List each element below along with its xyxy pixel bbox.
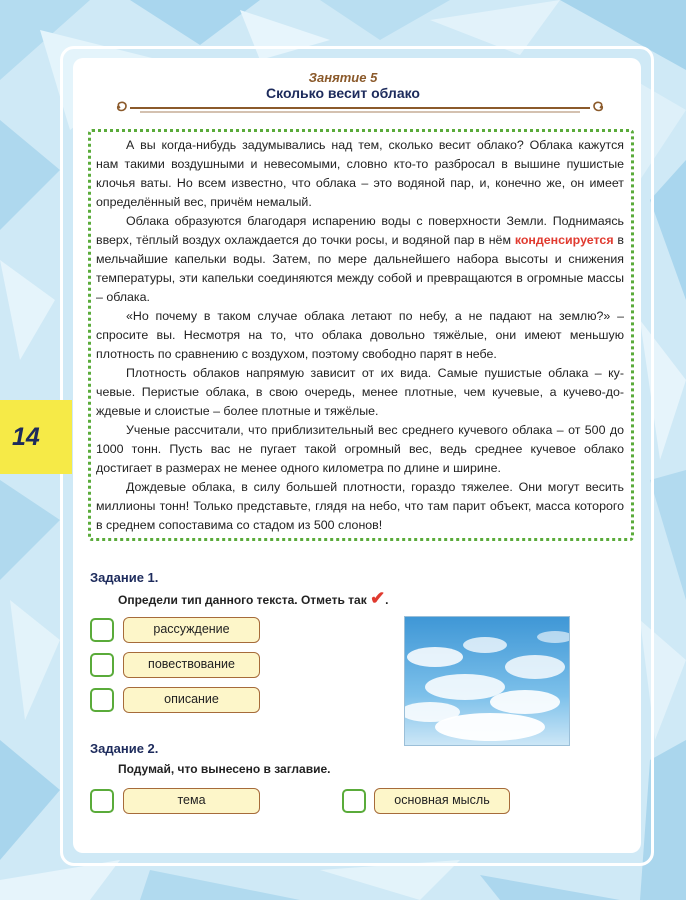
checkbox-narration[interactable]: [90, 653, 114, 677]
task-1-instruction: [118, 588, 389, 609]
checkbox-main-idea[interactable]: [342, 789, 366, 813]
highlighted-term: конденсируется: [514, 233, 614, 247]
checkbox-reasoning[interactable]: [90, 618, 114, 642]
paragraph-5: Ученые рассчитали, что приблизительный вес среднего кучевого облака – от 500 до 1000 тонн. Пусть вас не пугает такой огромный вес, ведь среднее кучевое облако достигает в размерах не менее одного километра по длине и ширине.: [96, 423, 624, 475]
task-2-instruction: Подумай, что вынесено в заглавие.: [118, 762, 331, 776]
lesson-label: Занятие 5: [308, 70, 378, 85]
task-1-instruction-period: .: [385, 593, 389, 607]
option-reasoning[interactable]: рассуждение: [123, 617, 260, 643]
option-description[interactable]: описание: [123, 687, 260, 713]
page-number: 14: [12, 423, 40, 451]
paragraph-1: А вы когда-нибудь задумывались над тем, сколько весит облако? Облака кажутся нам такими воздушными и невесомыми, словно кто-то разбросал в вышине пушистые клочья ваты. Но всем известно, что облака – это водяной пар, и, конечно же, он имеет определённый вес, причём немалый.: [96, 138, 624, 209]
paragraph-2-end: в мельчайшие капельки воды. Затем, по мере дальнейшего набора высоты и снижения температуры, эти капельки соединяются между собой и превращаются в огромные массы – облака.: [96, 233, 624, 304]
sky-clouds-photo: [404, 616, 570, 746]
paragraph-2: [96, 212, 624, 307]
paragraph-2-start: Облака образуются благодаря испарению воды с поверхности Земли. Поднимаясь вверх, тёплый воздух охлаждается до точки росы, и водяной пар в нём: [96, 214, 624, 247]
option-narration[interactable]: повествование: [123, 652, 260, 678]
paragraph-4: Плотность облаков напрямую зависит от их вида. Самые пушистые облака – кучевые. Перистые облака, в свою очередь, менее плотные, чем кучевые, а кучево-дождевые и слоистые – более плотные и тяжёлые.: [96, 366, 624, 418]
option-topic[interactable]: тема: [123, 788, 260, 814]
option-main-idea[interactable]: основная мысль: [374, 788, 510, 814]
reading-text: [96, 136, 624, 535]
task-1-title: Задание 1.: [90, 570, 159, 585]
paragraph-6: Дождевые облака, в силу большей плотности, гораздо тяжелее. Они могут весить миллионы тонн! Только представьте, глядя на небо, что там парит объект, масса которого в среднем сопоставима со стадом из 500 слонов!: [96, 480, 624, 532]
paragraph-3: «Но почему в таком случае облака летают по небу, а не падают на землю?» – спросите вы. Несмотря на то, что облака довольно тяжёлые, они имеют меньшую плотность по сравнению с воздухом, поэтому свободно парят в небе.: [96, 309, 624, 361]
task-1-instruction-text: Определи тип данного текста. Отметь так: [118, 593, 367, 607]
checkbox-topic[interactable]: [90, 789, 114, 813]
checkmark-icon: ✔: [370, 588, 386, 608]
title-ornament-divider: [110, 98, 610, 118]
checkbox-description[interactable]: [90, 688, 114, 712]
task-2-title: Задание 2.: [90, 741, 159, 756]
lesson-title: Сколько весит облако: [266, 85, 420, 101]
